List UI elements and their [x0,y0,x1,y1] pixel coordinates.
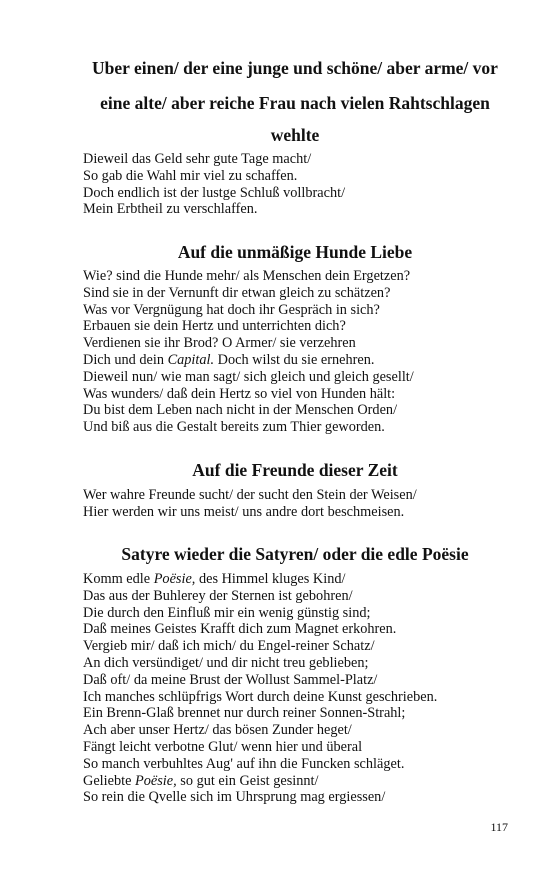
verse-line: Dieweil das Geld sehr gute Tage macht/ [83,151,312,167]
poem-title-line-3: wehlte [270,125,320,145]
verse-line: Das aus der Buhlerey der Sternen ist gebohren/ [83,587,353,604]
verse-line: Daß oft/ da meine Brust der Wollust Sammel-Platz/ [83,671,378,688]
verse-line [83,352,533,369]
verse-text: Geliebte [83,772,136,789]
verse-line: Fängt leicht verbotne Glut/ wenn hier und überal [83,738,363,755]
verse-line: So manch verbuhltes Aug' auf ihn die Funcken schläget. [83,755,405,772]
poem-title-line-2: eine alte/ aber reiche Frau nach vielen Rahtschlagen [100,93,490,113]
verse-line: Die durch den Einfluß mir ein wenig günstig sind; [83,604,371,621]
poem-2 [83,268,533,436]
verse-line: So gab die Wahl mir viel zu schaffen. [83,167,298,184]
verse-italic-word: Capital. [167,351,215,368]
verse-line: Mein Erbtheil zu verschlaffen. [83,201,258,218]
poem-1 [83,151,533,218]
poem-heading-satyre: Satyre wieder die Satyren/ oder die edle Poësie [121,544,469,564]
verse-line: So rein die Qvelle sich im Uhrsprung mag ergiessen/ [83,789,386,806]
verse-line: Was vor Vergnügung hat doch ihr Gespräch in sich? [83,301,380,318]
verse-line: Doch endlich ist der lustge Schluß vollbracht/ [83,184,346,201]
verse-line: An dich versündiget/ und dir nicht treu geblieben; [83,654,369,671]
page-number: 117 [490,820,508,834]
verse-line [83,571,533,588]
verse-line [83,773,533,790]
verse-text: Doch wilst du sie ernehren. [214,351,375,368]
verse-line: Verdienen sie ihr Brod? O Armer/ sie verzehren [83,335,356,352]
verse-italic-word: Poësie, [153,571,196,587]
verse-line: Ein Brenn-Glaß brennet nur durch reiner Sonnen-Strahl; [83,705,406,722]
verse-text: so gut ein Geist gesinnt/ [176,772,319,789]
verse-italic-word: Poësie, [135,772,177,789]
verse-line: Erbauen sie dein Hertz und unterrichten dich? [83,318,346,335]
poem-3 [83,487,533,521]
verse-line: Du bist dem Leben nach nicht in der Menschen Orden/ [83,402,398,419]
poem-heading-freunde: Auf die Freunde dieser Zeit [192,460,398,480]
poem-4 [83,571,533,806]
verse-text: des Himmel kluges Kind/ [195,571,346,587]
verse-text: Dich und dein [83,351,168,368]
verse-line: Was wunders/ daß dein Hertz so viel von Hunden hält: [83,385,396,402]
verse-line: Dieweil nun/ wie man sagt/ sich gleich und gleich gesellt/ [83,368,414,385]
verse-line: Wie? sind die Hunde mehr/ als Menschen dein Ergetzen? [83,268,411,284]
poem-title-line-1: Uber einen/ der eine junge und schöne/ aber arme/ vor [92,58,498,78]
verse-line: Vergieb mir/ daß ich mich/ du Engel-reiner Schatz/ [83,638,375,655]
verse-line: Ach aber unser Hertz/ das bösen Zunder heget/ [83,722,352,739]
verse-line: Sind sie in der Vernunft dir etwan gleich zu schätzen? [83,284,391,301]
verse-text: Komm edle [83,571,154,587]
verse-line: Daß meines Geistes Krafft dich zum Magnet erkohren. [83,621,397,638]
verse-line: Ich manches schlüpfrigs Wort durch deine Kunst geschrieben. [83,688,438,705]
poem-heading-hunde-liebe: Auf die unmäßige Hunde Liebe [177,242,413,262]
verse-line: Hier werden wir uns meist/ uns andre dort beschmeisen. [83,503,405,520]
verse-line: Wer wahre Freunde sucht/ der sucht den Stein der Weisen/ [83,487,417,503]
verse-line: Und biß aus die Gestalt bereits zum Thier geworden. [83,419,385,436]
